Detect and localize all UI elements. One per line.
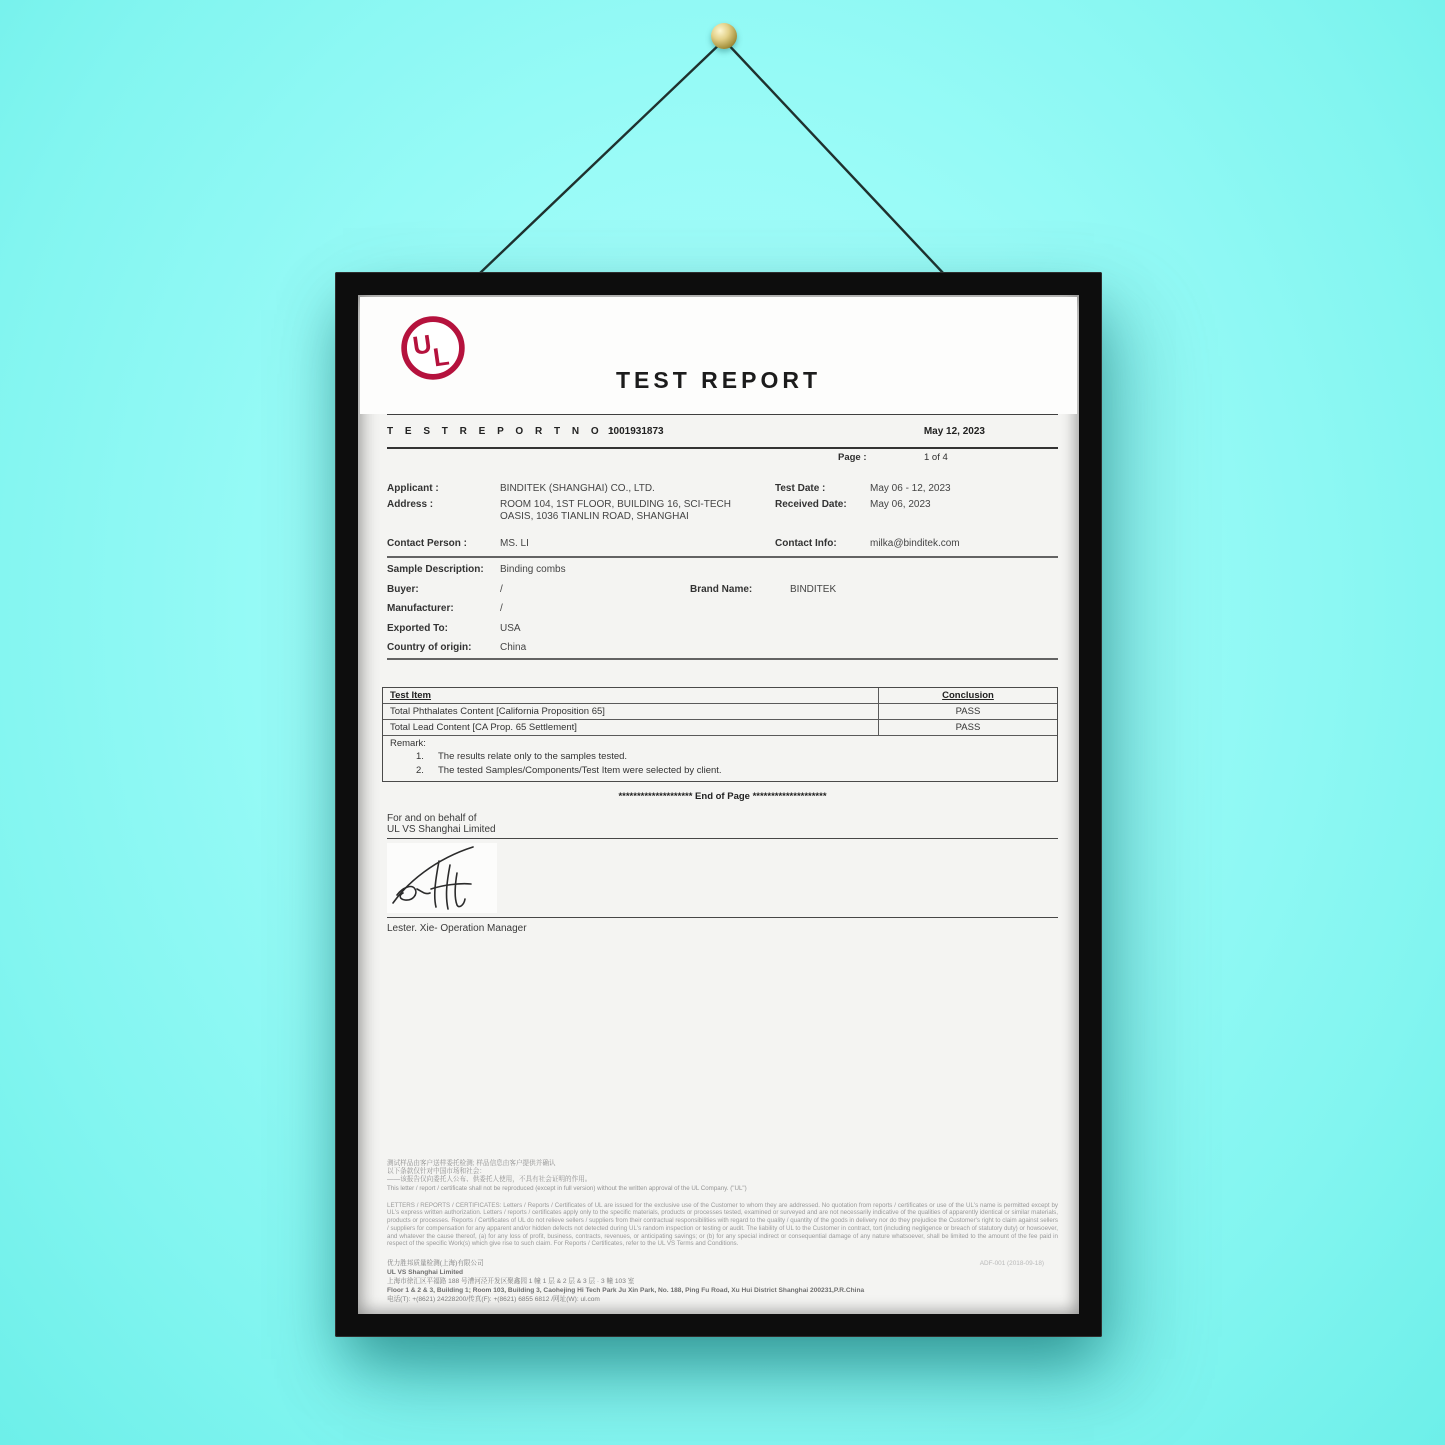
test-item-cell: Total Lead Content [CA Prop. 65 Settlement] [390,722,577,733]
company-name-en: UL VS Shanghai Limited [387,1269,464,1276]
cn-notice-line1: 测试样品由客户送样委托检测; 样品信息由客户提供并确认 [387,1159,556,1167]
certificate-paper [358,295,1079,1314]
applicant-value: BINDITEK (SHANGHAI) CO., LTD. [500,483,655,494]
remark-text: The tested Samples/Components/Test Item were selected by client. [438,764,722,776]
company-name-cn: 优力胜邦质量检测(上海)有限公司 [387,1260,484,1267]
remark-item [390,763,1050,777]
remark-number: 1. [416,750,424,762]
exported-to-value: USA [500,622,521,634]
cn-notice-line2: 以下条款仅针对中国市场和社会： [387,1167,486,1175]
picture-frame [335,272,1102,1337]
table-row [383,704,1057,720]
brass-pin-icon [711,23,737,49]
divider [387,414,1058,415]
test-report-document [358,295,1079,1314]
remark-number: 2. [416,764,424,776]
country-of-origin-label: Country of origin: [387,642,472,653]
conclusion-header: Conclusion [942,690,994,701]
exported-to-label: Exported To: [387,622,448,634]
behalf-line1: For and on behalf of [387,813,477,824]
remark-item [390,749,1050,763]
company-address-en: Floor 1 & 2 & 3, Building 1; Room 103, Building 3, Caohejing Hi Tech Park Ju Xin Park, No. 188, Ping Fu Road, Xu Hui District Shanghai 200231,P.R.China [387,1287,865,1294]
brand-name-label: Brand Name: [690,583,753,595]
conclusion-cell: PASS [878,704,1057,719]
divider [387,556,1058,558]
company-block [387,1259,1058,1304]
sample-info-block [387,564,1058,662]
report-date: May 12, 2023 [923,426,985,437]
behalf-line2: UL VS Shanghai Limited [387,824,496,835]
end-of-page-marker: ******************** End of Page ******************** [618,791,827,802]
remark-text: The results relate only to the samples tested. [438,750,628,762]
svg-text:L: L [431,342,451,373]
divider [387,917,1058,918]
contact-info-label: Contact Info: [775,538,837,549]
address-value: ROOM 104, 1ST FLOOR, BUILDING 16, SCI-TECH OASIS, 1036 TIANLIN ROAD, SHANGHAI [500,499,731,522]
test-item-header: Test Item [390,690,432,701]
on-behalf-block [387,813,1058,835]
test-date-value: May 06 - 12, 2023 [870,483,951,494]
manufacturer-value: / [500,603,503,614]
divider [387,447,1058,449]
table-header-row [383,688,1057,704]
divider [387,838,1058,839]
test-item-cell: Total Phthalates Content [California Proposition 65] [390,706,605,717]
received-date-value: May 06, 2023 [870,499,931,510]
conclusion-cell: PASS [878,720,1057,735]
handwritten-signature-icon [387,843,497,913]
manufacturer-label: Manufacturer: [387,603,454,614]
page-label: Page : [838,452,867,463]
footer-fine-print [387,1160,1058,1304]
company-tel-line: 电话(T): +(8621) 24228200/传真(F): +(8621) 6855 6812 /网址(W): ul.com [387,1296,600,1303]
remark-section [383,736,1057,781]
signature-box [387,843,497,913]
report-no-label: T E S T R E P O R T N O : [387,426,619,437]
country-of-origin-value: China [500,642,527,653]
applicant-info-block [387,483,1058,554]
address-label: Address : [387,499,434,510]
en-notice: This letter / report / certificate shall not be reproduced (except in full version) without the written approval of the UL Company. ("UL") [387,1184,747,1192]
page-row [387,452,1058,466]
contact-person-value: MS. LI [500,538,529,549]
results-table [382,687,1058,782]
company-address-cn: 上海市徐汇区平福路 188 号漕河泾开发区聚鑫园 1 幢 1 层 & 2 层 & 3 层 · 3 幢 103 室 [387,1278,635,1285]
remark-label: Remark: [390,738,426,749]
received-date-label: Received Date: [775,499,847,510]
svg-text:U: U [411,330,434,361]
contact-person-label: Contact Person : [387,538,468,549]
report-number-row [387,421,1058,443]
signer-name: Lester. Xie- Operation Manager [387,923,527,934]
cn-notice-line3: ——该报告仅向委托人公布、供委托人使用，不具有社会证明的作用。 [387,1175,592,1183]
table-row [383,720,1057,736]
contact-info-value: milka@binditek.com [870,538,960,549]
buyer-value: / [500,583,503,595]
test-date-label: Test Date : [775,483,826,494]
legal-paragraph: LETTERS / REPORTS / CERTIFICATES: Letters / Reports / Certificates of UL are issued for the exclusive use of the Customer to whom they are addressed. No quotation from reports / certificates or use of the UL's name is permitted except by UL's express written authorization. Letters / reports / certificates apply only to the specific materials, products or processes tested, examined or surveyed and are not necessarily indicative of the qualities of apparently identical or similar materials, products or processes. Reports / Certificates of UL do not relieve sellers / suppliers from their contractual responsibilities with regard to the quality / quantity of the goods in delivery nor do they prejudice the Customer's right to claim against sellers / suppliers for compensation for any apparent and/or hidden defects not detected during UL's random inspection or testing or audit. The liability of UL to the Customer in contract, tort (including negligence or breach of statutory duty) or howsoever, and whatever the cause thereof, (a) for any loss of profit, business, contracts, revenues, or anticipating savings; or (b) for any special indirect or consequential damage of any nature whatsoever, shall be limited to the amount of the fee paid in respect of the specific Work(s) which give rise to such claim. For Reports / Certificates, refer to the UL VS Terms and Conditions. [387,1201,1058,1248]
divider [387,658,1058,660]
form-code: ADF-001 (2018-09-18) [979,1260,1044,1267]
buyer-label: Buyer: [387,583,419,595]
sample-description-label: Sample Description: [387,564,484,575]
sample-description-value: Binding combs [500,564,566,575]
brand-name-value: BINDITEK [790,583,837,595]
page-title: TEST REPORT [615,367,821,393]
applicant-label: Applicant : [387,483,439,494]
report-no-value: 1001931873 [608,426,664,437]
page-value: 1 of 4 [924,452,948,463]
